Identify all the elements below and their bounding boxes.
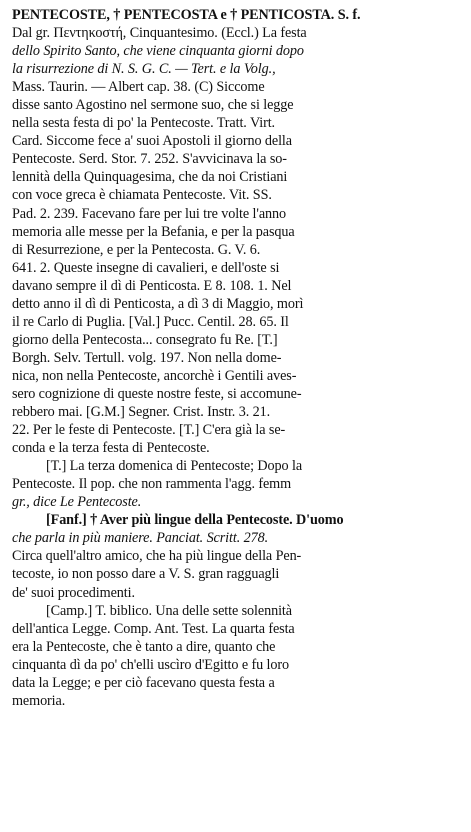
text-line: detto anno il dì di Penticosta, a dì 3 di Maggio, morì bbox=[12, 295, 304, 312]
text-line: giorno della Pentecosta... consegrato fu Re. [T.] bbox=[12, 331, 278, 348]
text-line: data la Legge; e per ciò facevano questa festa a bbox=[12, 674, 275, 691]
text-line: il re Carlo di Puglia. [Val.] Pucc. Centil. 28. 65. Il bbox=[12, 313, 289, 330]
text-line: Card. Siccome fece a' suoi Apostoli il giorno della bbox=[12, 133, 292, 150]
text-line: memoria. bbox=[12, 692, 66, 709]
text-line: [T.] La terza domenica di Pentecoste; Dopo la bbox=[46, 458, 303, 475]
text-line: 641. 2. Queste insegne di cavalieri, e dell'oste si bbox=[12, 259, 280, 276]
text-line: davano sempre il dì di Penticosta. E 8. 108. 1. Nel bbox=[12, 277, 292, 294]
text-line: memoria alle messe per la Befania, e per la pasqua bbox=[12, 223, 295, 240]
entry-sense-2 bbox=[12, 457, 463, 511]
text-line: Mass. Taurin. — Albert cap. 38. (C) Siccome bbox=[12, 79, 265, 96]
text-line: conda e la terza festa di Pentecoste. bbox=[12, 440, 210, 457]
text-line: rebbero mai. [G.M.] Segner. Crist. Instr. 3. 21. bbox=[12, 404, 271, 421]
text-line bbox=[12, 6, 463, 24]
text-line: la risurrezione di N. S. G. C. — Tert. e la Volg., bbox=[12, 61, 276, 78]
text-line: gr., dice Le Pentecoste. bbox=[12, 494, 142, 511]
text-line: dell'antica Legge. Comp. Ant. Test. La quarta festa bbox=[12, 620, 295, 637]
text-line: nica, non nella Pentecoste, ancorchè i Gentili aves- bbox=[12, 367, 297, 384]
text-line: cinquanta dì da po' ch'elli uscìro d'Egitto e fu loro bbox=[12, 656, 289, 673]
text-line: Circa quell'altro amico, che ha più lingue della Pen- bbox=[12, 548, 302, 565]
text-line: disse santo Agostino nel sermone suo, che si legge bbox=[12, 97, 294, 114]
headword-line: PENTECOSTE, † PENTECOSTA e † PENTICOSTA. S. f. bbox=[12, 7, 361, 23]
text-line: Pad. 2. 239. Facevano fare per lui tre volte l'anno bbox=[12, 205, 287, 222]
text-line: [Fanf.] † Aver più lingue della Pentecoste. D'uomo bbox=[46, 512, 344, 529]
text-line: [Camp.] T. biblico. Una delle sette solennità bbox=[46, 602, 292, 619]
entry-main bbox=[12, 6, 463, 457]
text-line: sero cognizione di queste nostre feste, si accomune- bbox=[12, 385, 302, 402]
text-line: dello Spirito Santo, che viene cinquanta giorni dopo bbox=[12, 43, 304, 60]
text-line: Borgh. Selv. Tertull. volg. 197. Non nella dome- bbox=[12, 349, 282, 366]
text-line: con voce greca è chiamata Pentecoste. Vit. SS. bbox=[12, 187, 272, 204]
text-line: lennità della Quinquagesima, che da noi Cristiani bbox=[12, 169, 288, 186]
text-line: che parla in più maniere. Panciat. Scritt. 278. bbox=[12, 530, 269, 547]
entry-sense-3 bbox=[12, 511, 463, 601]
text-line: nella sesta festa di po' la Pentecoste. Tratt. Virt. bbox=[12, 115, 275, 132]
entry-sense-4 bbox=[12, 602, 463, 710]
text-line: di Resurrezione, e per la Pentecosta. G. V. 6. bbox=[12, 241, 261, 258]
text-line: era la Pentecoste, che è tanto a dire, quanto che bbox=[12, 638, 276, 655]
text-line: tecoste, io non posso dare a V. S. gran ragguagli bbox=[12, 566, 280, 583]
text-line: Dal gr. Πεντηκοστή, Cinquantesimo. (Eccl.) La festa bbox=[12, 25, 307, 42]
text-line: Pentecoste. Serd. Stor. 7. 252. S'avvicinava la so- bbox=[12, 151, 287, 168]
text-line: 22. Per le feste di Pentecoste. [T.] C'era già la se- bbox=[12, 422, 286, 439]
text-line: de' suoi procedimenti. bbox=[12, 584, 135, 601]
text-line: Pentecoste. Il pop. che non rammenta l'agg. femm bbox=[12, 476, 292, 493]
